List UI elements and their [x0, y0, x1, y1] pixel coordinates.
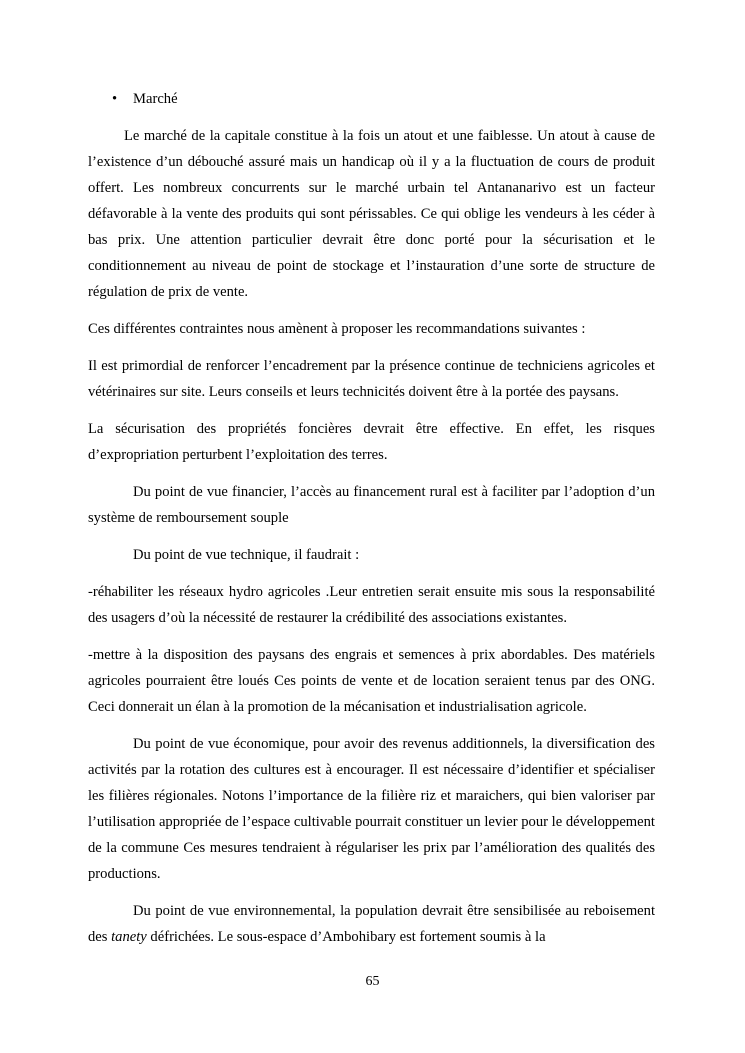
page-number: 65: [365, 974, 380, 989]
page-body: [88, 86, 655, 961]
paragraph-foncier: La sécurisation des propriétés foncières devrait être effective. En effet, les risques d’expropriation perturbent l’exploitation des terres.: [88, 421, 655, 463]
paragraph-environnemental-end: défrichées. Le sous-espace d’Ambohibary est fortement soumis à la: [146, 929, 546, 945]
term-tanety: tanety: [111, 929, 147, 945]
paragraph-financier: Du point de vue financier, l’accès au financement rural est à faciliter par l’adoption d’un système de remboursement souple: [88, 484, 655, 526]
bullet-label: Marché: [133, 91, 178, 107]
paragraph-environnemental-start: Du point de vue environnemental, la population devrait être sensibilisée au reboisement des: [88, 903, 655, 945]
paragraph-mettre-disposition: -mettre à la disposition des paysans des engrais et semences à prix abordables. Des matériels agricoles pourraient être loués Ces points de vente et de location seraient tenus par des ONG. Ceci donnerait un élan à la promotion de la mécanisation et industrialisation agricole.: [88, 647, 655, 715]
paragraph-economique: Du point de vue économique, pour avoir des revenus additionnels, la diversification des activités par la rotation des cultures est à encourager. Il est nécessaire d’identifier et spécialiser les filières régionales. Notons l’importance de la filière riz et maraichers, qui bien valoriser par l’utilisation appropriée de l’espace cultivable pourrait constituer un levier pour le développement de la commune Ces mesures tendraient à régulariser les prix par l’amélioration des qualités des productions.: [88, 736, 655, 882]
paragraph-environnemental: [88, 898, 655, 950]
paragraph-technique: Du point de vue technique, il faudrait :: [133, 547, 360, 563]
bullet-item-marche: [88, 86, 655, 112]
paragraph-marche: Le marché de la capitale constitue à la fois un atout et une faiblesse. Un atout à cause de l’existence d’un débouché assuré mais un handicap où il y a la fluctuation de cours de produit offert. Les nombreux concurrents sur le marché urbain tel Antananarivo est un facteur défavorable à la vente des produits qui sont périssables. Ce qui oblige les vendeurs à les céder à bas prix. Une attention particulier devrait être donc porté pour la sécurisation et le conditionnement au niveau de point de stockage et l’instauration d’une sorte de structure de régulation de prix de vente.: [88, 128, 655, 300]
paragraph-rehabiliter: -réhabiliter les réseaux hydro agricoles .Leur entretien serait ensuite mis sous la responsabilité des usagers d’où la nécessité de restaurer la crédibilité des associations existantes.: [88, 584, 655, 626]
paragraph-encadrement: Il est primordial de renforcer l’encadrement par la présence continue de techniciens agricoles et vétérinaires sur site. Leurs conseils et leurs technicités doivent être à la portée des paysans.: [88, 358, 655, 400]
paragraph-contraintes: Ces différentes contraintes nous amènent à proposer les recommandations suivantes :: [88, 321, 586, 337]
bullet-icon: •: [112, 91, 118, 107]
